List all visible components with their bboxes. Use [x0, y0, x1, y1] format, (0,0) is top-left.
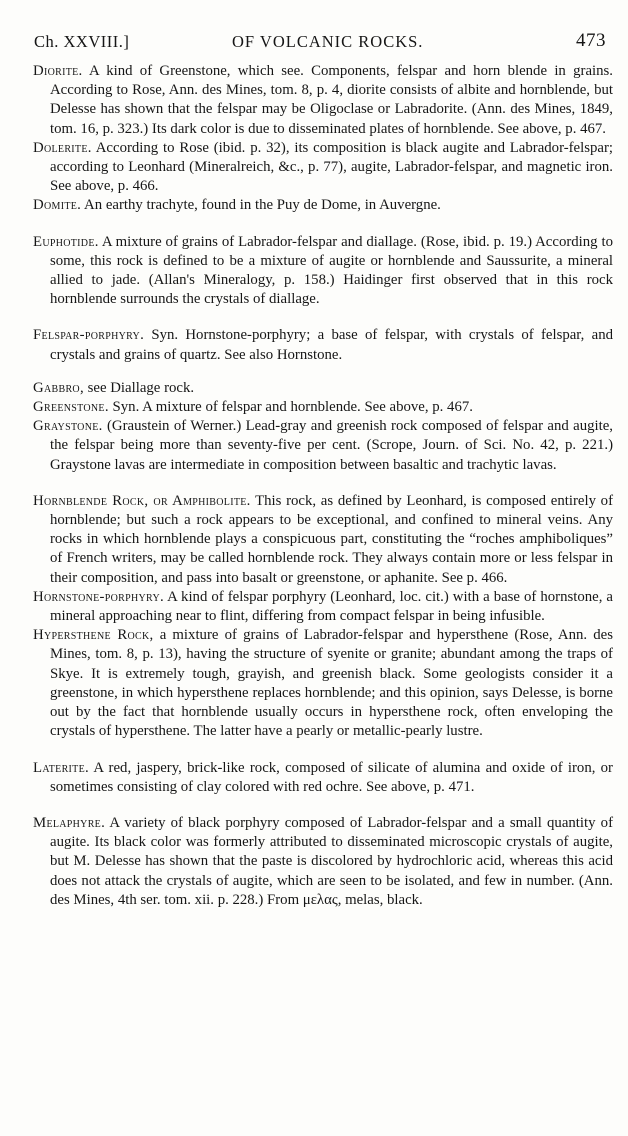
entry-dolerite	[33, 139, 613, 197]
entry-term: Euphotide.	[33, 233, 99, 250]
entry-term: Hypersthene Rock,	[33, 627, 154, 644]
entry-definition: This rock, as defined by Leonhard, is composed entirely of hornblende; but such a rock appears to be exceptional, and confined to mineral veins. Any rocks in which hornblende plays a conspicuous part, constituting the “roches amphiboliques” of French writers, may be called hornblende rock. They always contain more or less felspar in their composition, and pass into basalt or greenstone, or aphanite. See p. 466.	[50, 492, 613, 586]
page-number: 473	[576, 30, 606, 51]
entry-definition: A kind of Greenstone, which see. Components, felspar and horn blende in grains. According to Rose, Ann. des Mines, tom. 8, p. 4, diorite consists of albite and hornblende, but Delesse has shown that the felspar may be Oligoclase or Labradorite. (Ann. des Mines, 1849, tom. 16, p. 323.) Its dark color is due to disseminated plates of hornblende. See above, p. 467.	[50, 63, 613, 137]
entry-graystone	[33, 417, 613, 475]
entry-laterite	[33, 759, 613, 797]
entry-term: Hornstone-porphyry.	[33, 588, 164, 605]
entry-term: Dolerite.	[33, 139, 92, 156]
entry-definition: (Graustein of Werner.) Lead-gray and greenish rock composed of felspar and augite, the felspar being more than seventy-five per cent. (Scrope, Journ. of Sci. No. 42, p. 221.) Graystone lavas are intermediate in composition between basaltic and trachytic lavas.	[50, 418, 613, 473]
entry-definition: A variety of black porphyry composed of Labrador-felspar and a small quantity of augite. Its black color was formerly attributed to disseminated microscopic crystals of augite, but M. Delesse has shown that the paste is discolored by hydrochloric acid, whereas this acid does not attack the crystals of augite, which are seen to be isolated, and few in number. (Ann. des Mines, 4th ser. tom. xii. p. 228.) From μελας, melas, black.	[50, 814, 613, 908]
entry-definition: A mixture of grains of Labrador-felspar and diallage. (Rose, ibid. p. 19.) According to some, this rock is defined to be a mixture of augite or hornblende and Saussurite, a mineral allied to jade. (Allan's Mineralogy, p. 158.) Haidinger first observed that in this rock hornblende surrounds the crystals of diallage.	[50, 233, 613, 308]
entry-definition: see Diallage rock.	[83, 379, 195, 396]
chapter-reference: Ch. XXVIII.]	[34, 32, 130, 51]
entry-diorite	[33, 62, 613, 139]
entry-domite	[33, 196, 613, 215]
glossary-body	[33, 62, 613, 910]
entry-definition: a mixture of grains of Labrador-felspar and hypersthene (Rose, Ann. des Mines, tom. 8, p. 13), having the structure of syenite or granite; abundant among the traps of Skye. It is extremely tough, grayish, and greenish black. Some geologists consider it a greenstone, in which hypersthene replaces hornblende; and this opinion, says Delesse, is borne out by the fact that hornblende usually occurs in hypersthene rock, often enveloping the crystals of hypersthene. The latter have a pearly or metallic-pearly lustre.	[50, 627, 613, 740]
entry-term: Graystone.	[33, 418, 103, 435]
entry-term: Gabbro,	[33, 379, 84, 396]
entry-definition: Syn. Hornstone-porphyry; a base of felspar, with crystals of felspar, and crystals and grains of quartz. See also Hornstone.	[50, 327, 613, 363]
entry-hornblende-rock	[33, 492, 613, 588]
entry-definition: A red, jaspery, brick-like rock, composed of silicate of alumina and oxide of iron, or sometimes consisting of clay colored with red ochre. See above, p. 471.	[50, 759, 613, 795]
entry-term: Greenstone.	[33, 399, 109, 416]
entry-definition: Syn. A mixture of felspar and hornblende. See above, p. 467.	[108, 399, 473, 416]
entry-hornstone-porphyry	[33, 588, 613, 626]
entry-hypersthene-rock	[33, 626, 613, 741]
entry-term: Domite.	[33, 197, 82, 214]
entry-term: Melaphyre.	[33, 814, 106, 831]
page-title: OF VOLCANIC ROCKS.	[232, 32, 424, 51]
entry-definition: An earthy trachyte, found in the Puy de Dome, in Auvergne.	[81, 197, 441, 214]
entry-term: Diorite.	[33, 63, 83, 79]
entry-greenstone	[33, 398, 613, 417]
running-head	[20, 32, 608, 56]
entry-euphotide	[33, 233, 613, 310]
entry-term: Hornblende Rock, or Amphibolite.	[33, 492, 251, 509]
entry-term: Laterite.	[33, 759, 89, 776]
entry-felspar-porphyry	[33, 326, 613, 364]
entry-gabbro	[33, 379, 613, 398]
entry-term: Felspar-porphyry.	[33, 327, 145, 344]
entry-definition: According to Rose (ibid. p. 32), its composition is black augite and Labrador-felspar; according to Leonhard (Mineralreich, &c., p. 77), augite, Labrador-felspar, and magnetic iron. See above, p. 466.	[50, 139, 613, 195]
entry-melaphyre	[33, 814, 613, 910]
entry-definition: A kind of felspar porphyry (Leonhard, loc. cit.) with a base of hornstone, a mineral approaching near to flint, differing from compact felspar in being infusible.	[50, 588, 613, 625]
